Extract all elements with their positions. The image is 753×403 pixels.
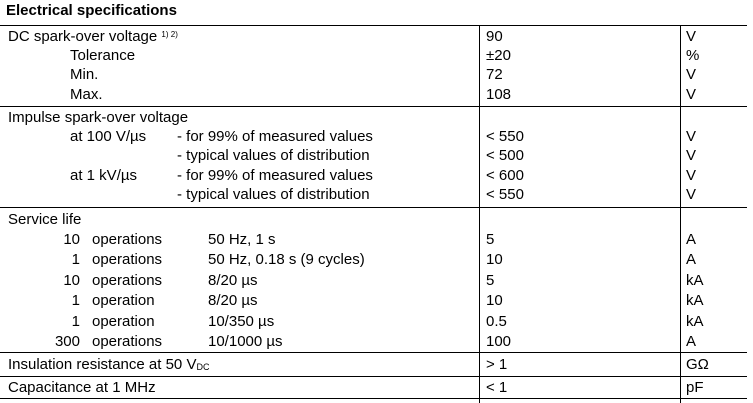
impulse-unit: V: [686, 147, 697, 164]
dc-row-unit: %: [686, 47, 700, 64]
dc-row-unit: V: [686, 86, 697, 103]
service-unit: kA: [686, 292, 704, 309]
impulse-rate: at 100 V/µs: [70, 128, 147, 145]
service-ops: operations: [92, 272, 163, 289]
dc-row-label: Max.: [70, 86, 103, 103]
service-count: 1: [71, 313, 80, 330]
service-value: 0.5: [486, 313, 507, 330]
column-divider: [479, 25, 480, 403]
service-ops: operations: [92, 333, 163, 350]
service-unit: A: [686, 333, 697, 350]
service-cond: 10/1000 µs: [208, 333, 283, 350]
service-count: 10: [63, 272, 80, 289]
impulse-value: < 600: [486, 167, 524, 184]
dc-value: 90: [486, 28, 503, 45]
service-value: 5: [486, 231, 495, 248]
dc-row-label: Min.: [70, 66, 99, 83]
service-cond: 50 Hz, 1 s: [208, 231, 276, 248]
capacitance-unit: pF: [686, 379, 704, 396]
divider: [0, 106, 747, 107]
dc-unit: V: [686, 28, 697, 45]
impulse-value: < 550: [486, 128, 524, 145]
impulse-label: Impulse spark-over voltage: [8, 109, 189, 126]
service-count: 1: [71, 251, 80, 268]
service-unit: A: [686, 231, 697, 248]
service-value: 10: [486, 292, 503, 309]
dc-row-label: Tolerance: [70, 47, 136, 64]
capacitance-value: < 1: [486, 379, 508, 396]
service-ops: operation: [92, 292, 155, 309]
divider: [0, 207, 747, 208]
service-value: 10: [486, 251, 503, 268]
divider: [0, 25, 747, 26]
divider: [0, 352, 747, 353]
dc-label: DC spark-over voltage $^{1) 2)}$: [8, 28, 178, 45]
impulse-unit: V: [686, 128, 697, 145]
impulse-unit: V: [686, 186, 697, 203]
dc-row-value: ±20: [486, 47, 511, 64]
impulse-value: < 550: [486, 186, 524, 203]
insulation-label: Insulation resistance at 50 $V_{DC}$: [8, 356, 210, 373]
dc-row-unit: V: [686, 66, 697, 83]
page-title: Electrical specifications: [6, 2, 177, 19]
insulation-unit: GΩ: [686, 356, 709, 373]
service-ops: operations: [92, 231, 163, 248]
service-unit: kA: [686, 272, 704, 289]
divider: [0, 376, 747, 377]
service-ops: operations: [92, 251, 163, 268]
dc-row-value: 108: [486, 86, 512, 103]
impulse-desc: - typical values of distribution: [177, 147, 370, 164]
impulse-desc: - for 99% of measured values: [177, 167, 373, 184]
service-unit: kA: [686, 313, 704, 330]
service-count: 1: [71, 292, 80, 309]
service-label: Service life: [8, 211, 82, 228]
service-cond: 8/20 µs: [208, 292, 258, 309]
service-count: 300: [54, 333, 80, 350]
impulse-desc: - for 99% of measured values: [177, 128, 373, 145]
service-cond: 50 Hz, 0.18 s (9 cycles): [208, 251, 365, 268]
impulse-value: < 500: [486, 147, 524, 164]
service-ops: operation: [92, 313, 155, 330]
service-unit: A: [686, 251, 697, 268]
service-value: 100: [486, 333, 512, 350]
dc-row-value: 72: [486, 66, 503, 83]
capacitance-label: Capacitance at 1 MHz: [8, 379, 156, 396]
service-count: 10: [63, 231, 80, 248]
column-divider: [680, 25, 681, 403]
service-cond: 10/350 µs: [208, 313, 275, 330]
service-value: 5: [486, 272, 495, 289]
service-cond: 8/20 µs: [208, 272, 258, 289]
impulse-rate: at 1 kV/µs: [70, 167, 138, 184]
divider: [0, 398, 747, 399]
insulation-value: > 1: [486, 356, 508, 373]
impulse-desc: - typical values of distribution: [177, 186, 370, 203]
impulse-unit: V: [686, 167, 697, 184]
